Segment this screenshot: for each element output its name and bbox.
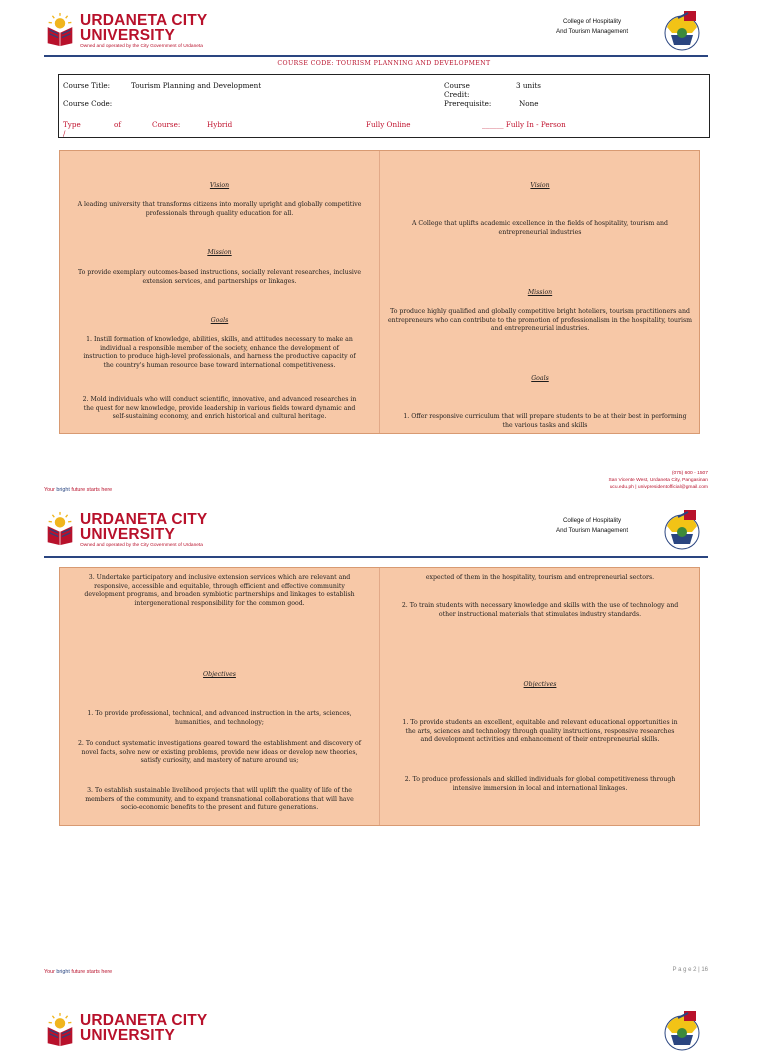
college-objective-2: 2. To produce professionals and skilled individuals for global competitiveness through intensive immersion in local and international linkages.	[404, 776, 676, 792]
page-header-3	[44, 1012, 706, 1058]
course-info-table	[58, 74, 710, 138]
college-logo-icon	[662, 9, 702, 55]
university-name: URDANETA CITY UNIVERSITY	[80, 1012, 208, 1044]
college-objective-1: 1. To provide students an excellent, equitable and relevant educational opportunities in the arts, sciences and technology through quality instructions, responsive researches and development activities and enhancement of their entrepreneurial skills.	[402, 719, 678, 744]
university-seal-icon	[44, 12, 76, 48]
college-vmgo-column-2	[380, 568, 700, 825]
prerequisite-value: None	[519, 99, 539, 108]
college-logo-icon	[662, 508, 702, 554]
university-name: URDANETA CITY UNIVERSITY	[80, 511, 208, 543]
course-title-value: Tourism Planning and Development	[131, 81, 262, 90]
contact-phone: (075) 600 - 1507	[671, 471, 708, 476]
university-objective-2: 2. To conduct systematic investigations geared toward the establishment and discovery of novel facts, solve new or existing problems, provide new ideas or develop new theories, satisfy curiosity, and mastery of nature around us;	[77, 740, 362, 765]
university-tagline: Owned and operated by the City Government of Urdaneta	[80, 543, 203, 548]
college-mission-heading: Mission	[527, 289, 553, 296]
university-mission-text: To provide exemplary outcomes-based instructions, socially relevant researches, inclusive extension services, and partnerships or linkages.	[77, 269, 362, 285]
college-goal-1-part1: 1. Offer responsive curriculum that will prepare students to be at their best in performing the various tasks and skills	[403, 413, 687, 429]
option-hybrid[interactable]: Hybrid	[207, 120, 233, 129]
type-label-course: Course:	[152, 120, 181, 129]
college-logo-icon	[662, 1009, 702, 1055]
university-goal-1: 1. Instill formation of knowledge, abilities, skills, and attitudes necessary to make an individual a responsible member of the society, enhance the development of instruction to produce high-level professionals, and harness the productive capacity of the country's human resource base toward international competitiveness.	[83, 336, 356, 369]
college-vision-heading: Vision	[530, 182, 550, 189]
contact-block	[520, 470, 708, 492]
university-name: URDANETA CITY UNIVERSITY	[80, 12, 208, 44]
college-goal-1-part2: expected of them in the hospitality, tourism and entrepreneurial sectors.	[425, 574, 655, 581]
footer-tagline: Your bright future starts here	[44, 487, 113, 493]
university-vmgo-column-2	[60, 568, 380, 825]
header-rule	[44, 55, 708, 57]
college-vmgo-column	[380, 151, 700, 433]
page-number: P a g e 2 | 16	[672, 967, 708, 973]
college-goals-heading: Goals	[531, 375, 549, 382]
university-goals-heading: Goals	[210, 317, 229, 324]
university-seal-icon	[44, 1012, 76, 1048]
university-goal-2: 2. Mold individuals who will conduct scientific, innovative, and advanced researches in the quest for new knowledge, provide leadership in various fields toward dynamic and self-sustaining economy, and enrich historical and cultural heritage.	[82, 396, 357, 421]
type-label-slash: /	[63, 129, 66, 138]
vmgo-panel-page2	[59, 567, 700, 826]
course-credit-label: Course	[444, 81, 470, 90]
college-mission-text: To produce highly qualified and globally competitive bright hoteliers, tourism practitioners and entrepreneurs who can contribute to the promotion of professionalism in the hospitality, tourism and entrepreneurial industries.	[388, 308, 692, 333]
college-vision-text: A College that uplifts academic excellence in the fields of hospitality, tourism and entrepreneurial industries	[412, 220, 668, 236]
university-objective-3: 3. To establish sustainable livelihood projects that will uplift the quality of life of the members of the community, and to expand transnational collaborations that will have socio-economic benefits to the present and future generations.	[85, 787, 354, 812]
university-vision-heading: Vision	[209, 182, 230, 189]
university-objective-1: 1. To provide professional, technical, and advanced instruction in the arts, sciences, humanities, and technology;	[87, 710, 352, 726]
prerequisite-label: Prerequisite:	[444, 99, 492, 108]
header-rule	[44, 556, 708, 558]
page-header	[44, 12, 706, 58]
college-objectives-heading: Objectives	[523, 681, 557, 688]
university-goal-3: 3. Undertake participatory and inclusive extension services which are relevant and responsive, accessible and equitable, through efficient and effective community development programs, and broaden symbiotic partnerships and linkages to establish intergenerational responsibility for the common good.	[84, 574, 355, 607]
course-code-label: Course Code:	[63, 99, 113, 108]
university-seal-icon	[44, 511, 76, 547]
course-code-title: COURSE CODE: TOURISM PLANNING AND DEVELOPMENT	[277, 60, 491, 67]
college-name: College of Hospitality And Tourism Management	[555, 18, 629, 35]
option-fully-in-person[interactable]: ______ Fully In - Person	[482, 120, 566, 129]
university-mission-heading: Mission	[207, 249, 232, 256]
vmgo-panel-page1	[59, 150, 700, 434]
university-vision-text: A leading university that transforms citizens into morally upright and globally competitive professionals through quality education for all.	[77, 201, 362, 217]
type-label: Type	[63, 120, 81, 129]
course-credit-label-2: Credit:	[444, 90, 470, 99]
type-label-of: of	[114, 120, 121, 129]
college-name: College of Hospitality And Tourism Management	[555, 517, 629, 534]
university-tagline: Owned and operated by the City Government of Urdaneta	[80, 44, 203, 49]
course-title-label: Course Title:	[63, 81, 111, 90]
college-goal-2: 2. To train students with necessary knowledge and skills with the use of technology and other instructional materials that stimulates industry standards.	[401, 602, 679, 618]
university-vmgo-column	[60, 151, 380, 433]
course-credit-value: 3 units	[516, 81, 541, 90]
footer-tagline-2: Your bright future starts here	[44, 969, 113, 975]
university-objectives-heading: Objectives	[203, 671, 236, 678]
contact-address: San Vicente West, Urdaneta City, Pangasinan	[608, 478, 708, 484]
page-header-2	[44, 511, 706, 557]
option-fully-online[interactable]: Fully Online	[366, 120, 411, 129]
contact-web[interactable]: ucu.edu.ph | univpresidentofficial@gmail.com	[609, 485, 708, 491]
